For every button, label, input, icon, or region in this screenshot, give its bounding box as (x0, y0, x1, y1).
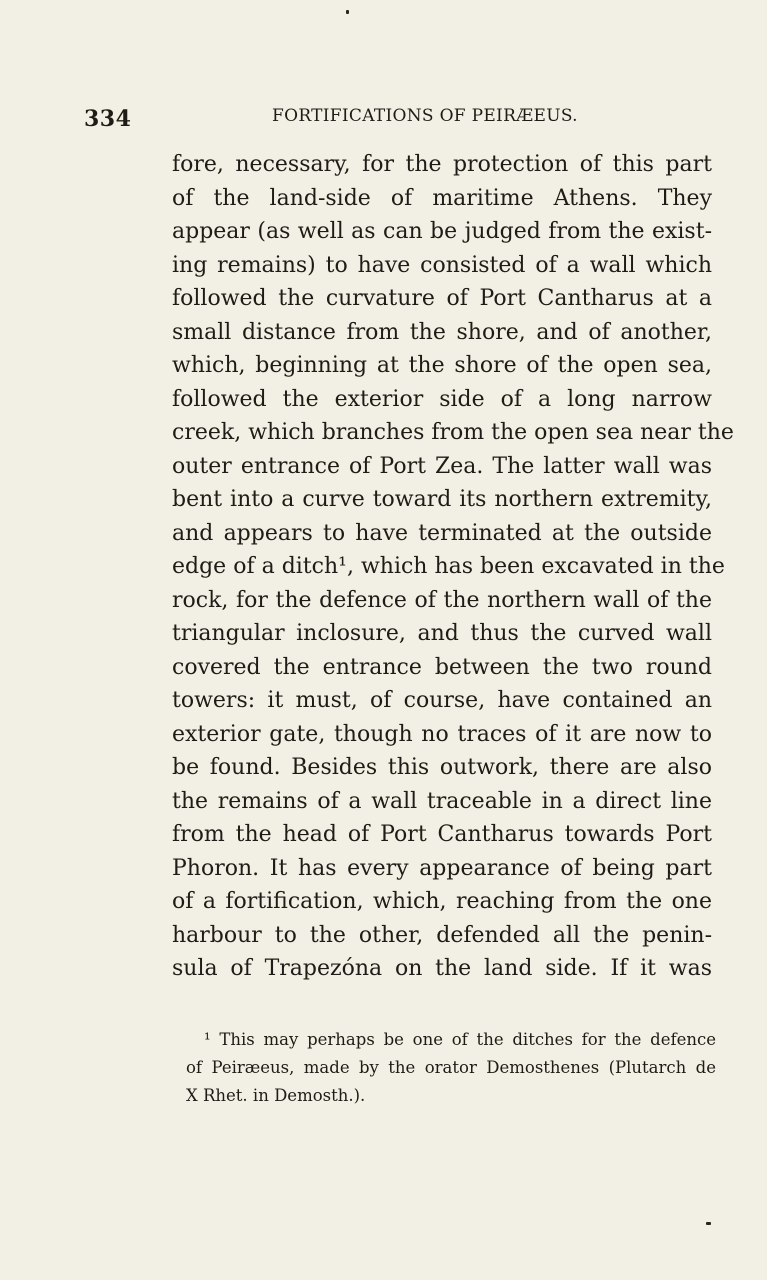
body-line: of a fortification, which, reaching from the one (172, 889, 712, 914)
body-line: edge of a ditch¹, which has been excavated in the (172, 554, 725, 579)
body-line: appear (as well as can be judged from the exist- (172, 219, 712, 244)
body-line: sula of Trapezóna on the land side. If it was (172, 956, 712, 981)
body-line: fore, necessary, for the protection of this part (172, 152, 712, 177)
body-line: bent into a curve toward its northern extremity, (172, 487, 712, 512)
running-title: FORTIFICATIONS OF PEIRÆEUS. (272, 106, 578, 126)
body-line: followed the exterior side of a long narrow (172, 386, 712, 412)
footnote-line: X Rhet. in Demosth.). (186, 1086, 366, 1105)
footnote (186, 1026, 716, 1110)
body-line: covered the entrance between the two round (172, 654, 712, 680)
footnote-line: of Peiræeus, made by the orator Demosthenes (Plutarch de (186, 1058, 716, 1077)
body-line: harbour to the other, defended all the penin- (172, 922, 712, 948)
body-line: be found. Besides this outwork, there are also (172, 755, 712, 780)
footnote-line: ¹ This may perhaps be one of the ditches for the defence (204, 1030, 716, 1049)
page-number: 334 (84, 106, 132, 132)
body-line: rock, for the defence of the northern wall of the (172, 587, 712, 613)
body-line: Phoron. It has every appearance of being part (172, 855, 712, 881)
body-line: triangular inclosure, and thus the curved wall (172, 621, 712, 646)
body-line: followed the curvature of Port Cantharus at a (172, 286, 712, 311)
body-text (172, 148, 734, 986)
body-line: and appears to have terminated at the outside (172, 520, 712, 546)
body-line: from the head of Port Cantharus towards Port (172, 822, 712, 847)
body-line: exterior gate, though no traces of it are now to (172, 721, 712, 747)
body-line: outer entrance of Port Zea. The latter wall was (172, 453, 712, 479)
body-line: small distance from the shore, and of another, (172, 319, 712, 345)
body-line: towers: it must, of course, have contained an (172, 688, 712, 713)
body-line: ing remains) to have consisted of a wall which (172, 252, 712, 278)
body-line: the remains of a wall traceable in a direct line (172, 788, 712, 814)
ink-speck (706, 1222, 711, 1225)
body-line: of the land-side of maritime Athens. They (172, 185, 712, 211)
ink-speck (346, 10, 349, 14)
body-line: which, beginning at the shore of the open sea, (172, 353, 712, 378)
body-line: creek, which branches from the open sea near the (172, 420, 734, 445)
